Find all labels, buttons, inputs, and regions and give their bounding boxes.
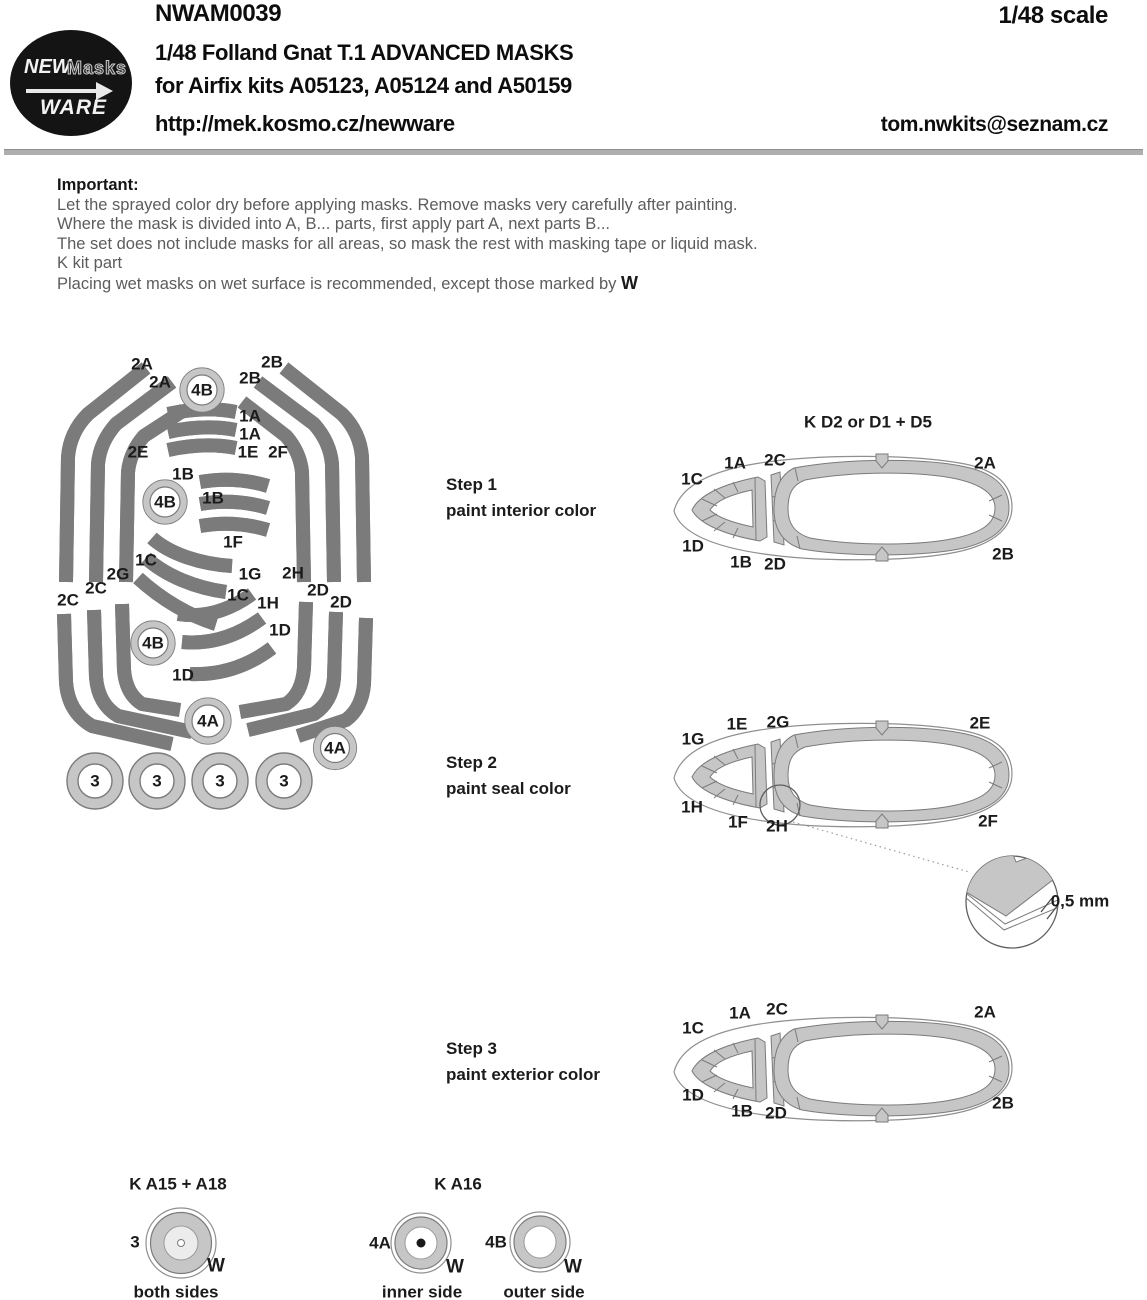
- part-label: 2A: [974, 1002, 996, 1022]
- mask-sheet-diagram: [50, 352, 380, 830]
- part-label: 2G: [766, 712, 790, 732]
- part-label: 1E: [726, 714, 748, 734]
- part-label: 1F: [223, 532, 243, 552]
- part-label: 1G: [238, 564, 262, 584]
- step-2-subtitle: paint seal color: [446, 779, 571, 798]
- part-label: 1B: [202, 488, 224, 508]
- part-label: 4A: [369, 1233, 391, 1253]
- part-label: 4B: [154, 492, 176, 512]
- disc-4b-graphic: [508, 1210, 572, 1274]
- part-label: 3: [215, 771, 225, 791]
- part-label: 1D: [269, 620, 291, 640]
- part-label: 1B: [172, 464, 194, 484]
- part-label: 4B: [191, 380, 213, 400]
- part-label: 2B: [992, 1093, 1014, 1113]
- part-label: 1A: [724, 453, 746, 473]
- kit-note-label: K A16: [434, 1174, 482, 1194]
- important-line: Where the mask is divided into A, B... parts, first apply part A, next parts B...: [57, 215, 610, 233]
- part-label: 4A: [197, 711, 219, 731]
- part-label: 1B: [731, 1101, 753, 1121]
- logo-text-ware: WARE: [40, 96, 107, 119]
- part-label: 2A: [974, 453, 996, 473]
- important-line: [57, 274, 758, 295]
- part-label: 3: [152, 771, 162, 791]
- step-1-heading: Step 1: [446, 475, 498, 494]
- part-label: 2B: [261, 352, 283, 372]
- part-label: 1C: [227, 585, 249, 605]
- important-line: Let the sprayed color dry before applying masks. Remove masks very carefully after painting.: [57, 195, 738, 214]
- step-3-title: [446, 1036, 600, 1088]
- step-3-subtitle: paint exterior color: [446, 1065, 600, 1084]
- ring-3-group: [67, 753, 312, 809]
- product-code: NWAM0039: [155, 0, 282, 27]
- important-line: K kit part: [57, 254, 123, 272]
- part-label: 1E: [237, 442, 259, 462]
- header-divider: [4, 149, 1143, 155]
- caption-label: outer side: [503, 1282, 585, 1300]
- part-label: 3: [279, 771, 289, 791]
- part-label: 2H: [766, 816, 788, 836]
- part-label: 2E: [969, 713, 991, 733]
- newware-logo: [10, 30, 132, 136]
- logo-text-masks: Masks: [67, 58, 128, 78]
- part-label: 2C: [57, 590, 79, 610]
- kit-note-label: K D2 or D1 + D5: [803, 412, 933, 432]
- step-1-subtitle: paint interior color: [446, 501, 597, 520]
- part-label: 1H: [681, 797, 703, 817]
- website-url: http://mek.kosmo.cz/newware: [155, 111, 455, 136]
- part-label: 2G: [106, 564, 130, 584]
- part-label: 2B: [992, 544, 1014, 564]
- dimension-label: 0,5 mm: [1050, 891, 1110, 911]
- logo-arrow-icon: [26, 89, 100, 93]
- part-label: 1F: [728, 812, 748, 832]
- sheet-title: 1/48 Folland Gnat T.1 ADVANCED MASKS: [155, 40, 574, 65]
- part-label: 1D: [682, 1085, 704, 1105]
- step-1-diagram: [660, 405, 1147, 585]
- wet-mark: W: [207, 1255, 225, 1277]
- part-label: 4A: [324, 738, 346, 758]
- important-line: The set does not include masks for all areas, so mask the rest with masking tape or liquid mask.: [57, 234, 758, 253]
- sheet-subtitle: for Airfix kits A05123, A05124 and A50159: [155, 73, 572, 98]
- part-label: 1A: [239, 424, 261, 444]
- wet-mark: W: [564, 1256, 582, 1278]
- scale-label: 1/48 scale: [998, 2, 1108, 29]
- wet-mark: W: [621, 272, 639, 293]
- step-2-diagram: [660, 700, 1147, 962]
- important-notes: [57, 176, 758, 294]
- part-label: 2D: [765, 1103, 787, 1123]
- part-label: 4B: [485, 1232, 507, 1252]
- caption-label: inner side: [381, 1282, 463, 1300]
- part-label: 1C: [682, 1018, 704, 1038]
- step-2-title: [446, 750, 571, 802]
- step-1-title: [446, 472, 596, 524]
- part-label: 2E: [127, 442, 149, 462]
- part-label: 1D: [682, 536, 704, 556]
- step-3-heading: Step 3: [446, 1039, 498, 1058]
- part-label: 2D: [764, 554, 786, 574]
- part-label: 2A: [131, 354, 153, 374]
- part-label: 1C: [681, 469, 703, 489]
- part-label: 3: [90, 771, 100, 791]
- part-label: 2F: [268, 442, 288, 462]
- part-label: 2D: [330, 592, 352, 612]
- footer-disc-diagrams: [100, 1170, 660, 1300]
- kit-note-label: K A15 + A18: [129, 1174, 227, 1194]
- part-label: 2D: [307, 580, 329, 600]
- wet-mark: W: [446, 1256, 464, 1278]
- part-label: 2B: [239, 368, 261, 388]
- part-label: 2C: [764, 450, 786, 470]
- part-label: 1H: [257, 593, 279, 613]
- part-label: 1B: [730, 552, 752, 572]
- wet-note-text: Placing wet masks on wet surface is recommended, except those marked by: [57, 274, 617, 293]
- part-label: 2A: [149, 372, 171, 392]
- part-label: 1A: [729, 1003, 751, 1023]
- part-label: 2F: [978, 811, 998, 831]
- part-label: 2H: [282, 563, 304, 583]
- disc-4a-graphic: [389, 1211, 453, 1275]
- part-label: 1A: [239, 406, 261, 426]
- logo-text-new: NEW: [24, 56, 71, 78]
- part-label: 2C: [85, 578, 107, 598]
- caption-label: both sides: [133, 1282, 219, 1300]
- contact-email: tom.nwkits@seznam.cz: [880, 113, 1108, 136]
- step-3-diagram: [660, 990, 1147, 1142]
- part-label: 3: [130, 1232, 140, 1252]
- part-label: 1D: [172, 665, 194, 685]
- part-label: 1G: [681, 729, 705, 749]
- step-2-heading: Step 2: [446, 753, 498, 772]
- part-label: 1C: [135, 550, 157, 570]
- part-label: 4B: [142, 633, 164, 653]
- important-heading: Important:: [57, 176, 139, 194]
- part-label: 2C: [766, 999, 788, 1019]
- detail-leader-line: [793, 822, 969, 872]
